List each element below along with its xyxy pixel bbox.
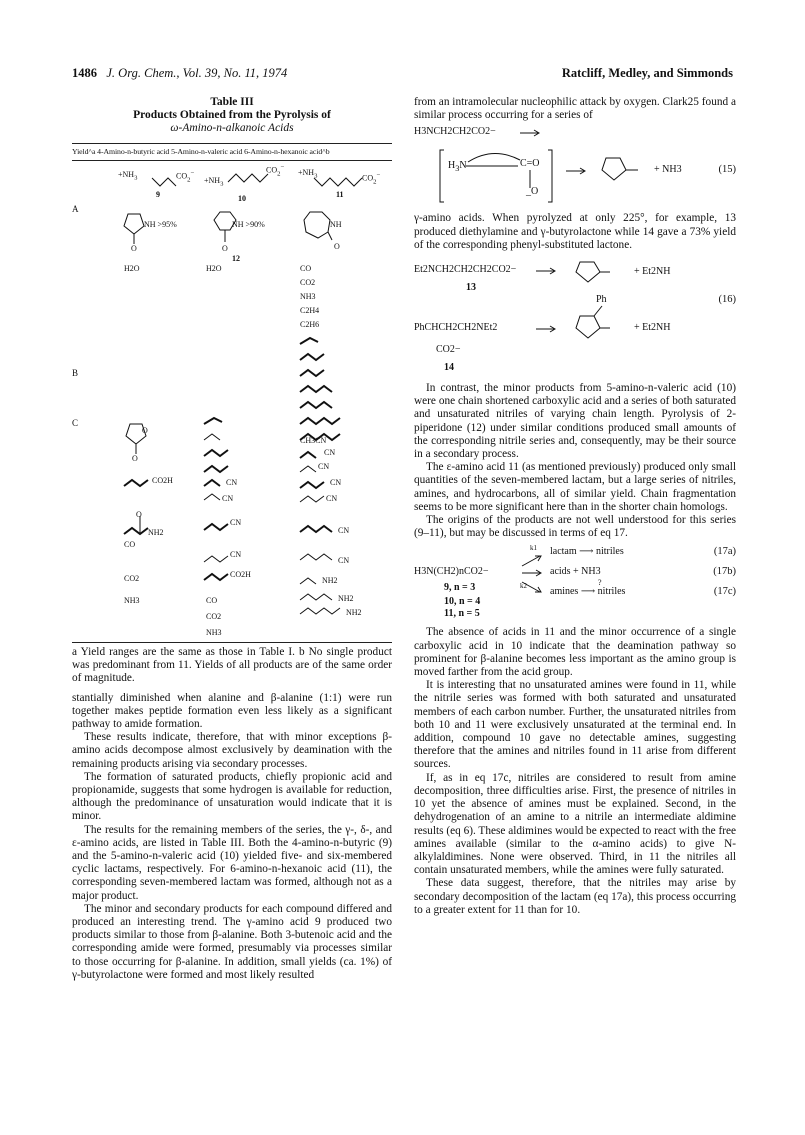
left-paragraph: The results for the remaining members of the series, the γ-, δ-, and ε-amino acids, are listed in Table III. Both the 4-amino-n-butyric (9) and the 5-amino-n-valeric acid (10) yielded five- and six-membered cyclic lactams, respectively. For 6-amino-n-hexanoic acid (11), the corresponding seven-membered lactam was formed, although not as a major product. (72, 823, 392, 902)
eq16-ph: Ph (596, 294, 607, 306)
eq15-o-minus: _O (526, 186, 539, 198)
eq15-nh3: + NH3 (654, 164, 682, 176)
col3-item: CN (330, 478, 342, 487)
left-column (72, 96, 392, 982)
col3-item: CN (318, 462, 330, 471)
right-paragraph: It is interesting that no unsaturated amines were found in 11, while the nitrile series was formed with both saturated and unsaturated members of each carbon number. Further, the unsaturated nitriles from both 10 and 11 were exclusively unsaturated at the terminal end. In addition, compound 10 gave no detectable amines, suggesting therefore that the amines and nitriles found in 11 arise from different sources. (414, 679, 736, 771)
lactam-yield-11: NH (330, 220, 342, 229)
col3-item: C2H6 (300, 320, 320, 329)
eq17-n11: 11, n = 5 (444, 608, 480, 620)
eq17a-text: lactam ⟶ nitriles (550, 546, 624, 558)
equation-15 (414, 122, 736, 208)
lactam-o-10: O (222, 244, 228, 253)
col2-item: CN (230, 518, 242, 527)
right-paragraph: The ε-amino acid 11 (as mentioned previously) produced only small quantities of the seven-membered lactam, but a large series of nitriles, amines, and hydrocarbons, all of similar yield. Chain fragmentation seems to be more significant here than in the shorter chain homologs. (414, 461, 736, 513)
col1-item: H2O (124, 264, 140, 273)
lactam-o-11: O (334, 242, 340, 251)
col3-item: NH3 (300, 292, 316, 301)
eq15-reactant: H3NCH2CH2CO2− (414, 126, 496, 138)
right-paragraph: γ-amino acids. When pyrolyzed at only 225°, for example, 13 produced diethylamine and γ-butyrolactone while 14 gave a 73% yield of the corresponding phenyl-substituted lactone. (414, 212, 736, 251)
col2-item: CO2H (230, 570, 251, 579)
right-paragraph: These data suggest, therefore, that the nitriles may arise by secondary decomposition of the lactam (eq 17a), this process occurring to a greater extent for 11 than for 10. (414, 877, 736, 916)
eq16-reactant-2: PhCHCH2CH2NEt2 (414, 322, 498, 334)
eq16-number: (16) (718, 294, 736, 306)
table-subtitle-2: ω-Amino-n-alkanoic Acids (170, 122, 294, 134)
table-bottom-rule (72, 642, 392, 643)
col1-item: NH2 (148, 528, 164, 537)
col2-item: CN (226, 478, 238, 487)
lactam-yield-9: NH >95% (144, 220, 177, 229)
equation-17 (414, 544, 736, 620)
eq17a-number: (17a) (713, 546, 736, 558)
eq16-label-13: 13 (466, 282, 476, 294)
col2-item: NH3 (206, 628, 222, 637)
row-label-c: C (72, 418, 79, 428)
left-paragraph: These results indicate, therefore, that with minor exceptions β-amino acids decompose almost exclusively by deamination with the remaining products arising via secondary processes. (72, 731, 392, 770)
struct10-co2: $CO_2^-$ (266, 164, 285, 178)
lactam-o-9: O (131, 244, 137, 253)
col1-item: CO2H (152, 476, 173, 485)
table-column-header: Yield^a 4-Amino-n-butyric acid 5-Amino-n-valeric acid 6-Amino-n-hexanoic acid^b (72, 147, 330, 156)
col3-item: CN (326, 494, 338, 503)
eq16-label-14: 14 (444, 362, 454, 374)
table-header-rule (72, 160, 392, 161)
butenoic-acid-structure (122, 476, 152, 490)
eq16-arrow-1 (536, 266, 560, 276)
col2-item: CN (230, 550, 242, 559)
col3-nitrile-icon-3 (298, 550, 338, 564)
eq17-k1: k1 (530, 544, 537, 553)
col3-item: NH2 (322, 576, 338, 585)
col2-nitrile-icon-3 (202, 552, 232, 566)
lactone-o: O (142, 426, 148, 435)
eq15-carbonyl: C=O (520, 158, 540, 170)
left-paragraph: stantially diminished when alanine and β-alanine (1:1) were run together makes peptide formation even less likely as a significant pathway to amide formation. (72, 691, 392, 731)
eq16-lactone-2 (574, 306, 624, 346)
eq15-h3n: $H_3N$ (448, 160, 467, 174)
col1-item: NH3 (124, 596, 140, 605)
col3-item: CH3CN (300, 436, 327, 445)
struct11-co2: $CO_2^-$ (362, 172, 381, 186)
eq15-arrow-2 (566, 166, 590, 176)
eq15-lactone-product (600, 154, 650, 194)
page-header-left (72, 66, 287, 81)
eq17c-text: amines ⟶ nitriles (550, 586, 626, 598)
col3-item: NH2 (346, 608, 362, 617)
equation-16 (414, 258, 736, 376)
left-paragraph: The minor and secondary products for each compound differed and produced an interesting trend. The γ-amino acid 9 produced two products similar to those from β-alanine. Both 3-butenoic acid and the corresponding amide were formed, presumably via processes similar to those occurring for β-alanine. In addition, small yields (ca. 1%) of γ-butyrolactone were formed and most likely resulted (72, 902, 392, 981)
col2-nitrile-icon-2 (202, 520, 232, 534)
compound-label-10: 10 (238, 194, 246, 203)
eq16-product-2: + Et2NH (634, 322, 671, 334)
col3-amine-icon-3 (298, 604, 348, 618)
right-paragraph: The absence of acids in 11 and the minor occurrence of a single carboxylic acid in 10 indicate that the deamination pathway so prominent for β-alanine becomes less important as the amino group is moved farther from the acid group. (414, 626, 736, 679)
lactone-keto-o: O (132, 454, 138, 463)
struct10-nh3: $+NH_3$ (204, 176, 224, 188)
col2-acid-icon (202, 570, 232, 584)
col2-item: CN (222, 494, 234, 503)
eq17-n10: 10, n = 4 (444, 596, 481, 608)
table-body-lower (72, 550, 392, 637)
compound-label-11: 11 (336, 190, 344, 199)
struct9-co2: $CO_2^-$ (176, 170, 195, 184)
compound-label-12: 12 (232, 254, 240, 263)
table-top-rule (72, 143, 392, 144)
eq16-lactone-1 (574, 258, 624, 292)
eq17-question: ? (598, 578, 602, 588)
col2-item: CO2 (206, 612, 222, 621)
right-paragraph: If, as in eq 17c, nitriles are considered to result from amine decomposition, three difficulties arise. First, the presence of nitriles in 10 yet the absence of amines must be explained. Second, in the dehydrogenation of an amine to a nitrile an intermediate aldimine results (eq 6). These aldimines would be expected to react with the free amines available (similar to the α-amino acids) to give N-alkylaldimines. None were observed. Third, in 11 the nitriles all contain unsaturated members, while the amines were fully saturated. (414, 771, 736, 877)
col3-item: CO2 (300, 278, 316, 287)
eq17-arrow-up (522, 554, 546, 568)
col3-item: CN (324, 448, 336, 457)
eq17-reactant: H3N(CH2)nCO2− (414, 566, 489, 578)
table-body (72, 164, 392, 552)
row-label-b: B (72, 368, 79, 378)
eq15-arrow-1 (520, 128, 544, 138)
right-paragraph: In contrast, the minor products from 5-amino-n-valeric acid (10) were one chain shortened carboxylic acid and a series of both saturated and unsaturated nitriles of varying chain length. Pyrolysis of 2-piperidone (12) under similar conditions produced small amounts of the corresponding nitrile series and, consequently, may be their source in a secondary process. (414, 382, 736, 461)
eq17-arrow-mid (522, 568, 546, 578)
col3-item: CN (338, 526, 350, 535)
compound-label-9: 9 (156, 190, 160, 199)
row-label-a: A (72, 204, 79, 214)
eq15-number: (15) (718, 164, 736, 176)
amide-o: O (136, 510, 142, 519)
col1-item: CO2 (124, 574, 140, 583)
eq17b-number: (17b) (713, 566, 736, 578)
struct9-nh3: $+NH_3$ (118, 170, 138, 182)
journal-citation: J. Org. Chem., Vol. 39, No. 11, 1974 (106, 66, 288, 80)
col2-alkene-series-icon (202, 414, 242, 474)
table-subtitle: Products Obtained from the Pyrolysis of (133, 109, 331, 121)
right-paragraph: The origins of the products are not well understood for this series (9–11), but may be discussed in terms of eq 17. (414, 514, 736, 540)
eq17-arrow-down (522, 580, 546, 594)
col2-item: CO (206, 596, 218, 605)
struct11-nh3: $+NH_3$ (298, 168, 318, 180)
lactam-yield-10: NH >90% (232, 220, 265, 229)
eq16-reactant-2-co2: CO2− (436, 344, 461, 356)
eq16-reactant-1: Et2NCH2CH2CH2CO2− (414, 264, 517, 276)
eq17-n9: 9, n = 3 (444, 582, 476, 594)
right-column (414, 96, 736, 917)
col2-item: H2O (206, 264, 222, 273)
left-paragraph: The formation of saturated products, chiefly propionic acid and propionamide, suggests that some hydrogen is available for reduction, although the predominance of unsaturation would indicate that it is minor. (72, 770, 392, 823)
col1-item: CO (124, 540, 136, 549)
col3-item: CN (338, 556, 350, 565)
col3-item: CO (300, 264, 312, 273)
table-footnote: a Yield ranges are the same as those in Table I. b No single product was predominant from 11. Yields of all products are of the same order of magnitude. (72, 646, 392, 685)
eq16-product-1: + Et2NH (634, 266, 671, 278)
table-title: Table III (210, 96, 254, 108)
col3-item: C2H4 (300, 306, 320, 315)
page-number: 1486 (72, 66, 97, 80)
eq17-k2: k2 (520, 582, 527, 591)
eq15-intermediate-bracket (438, 148, 558, 204)
page-header-authors: Ratcliff, Medley, and Simmonds (561, 66, 733, 80)
col3-item: NH2 (338, 594, 354, 603)
eq17b-text: acids + NH3 (550, 566, 601, 578)
right-paragraph: from an intramolecular nucleophilic attack by oxygen. Clark25 found a similar process occurring for a series of (414, 96, 736, 122)
eq17c-number: (17c) (713, 586, 736, 598)
col3-amine-icon-2 (298, 590, 338, 604)
eq16-arrow-2 (536, 324, 560, 334)
col3-nitrile-icon-2 (298, 522, 338, 536)
